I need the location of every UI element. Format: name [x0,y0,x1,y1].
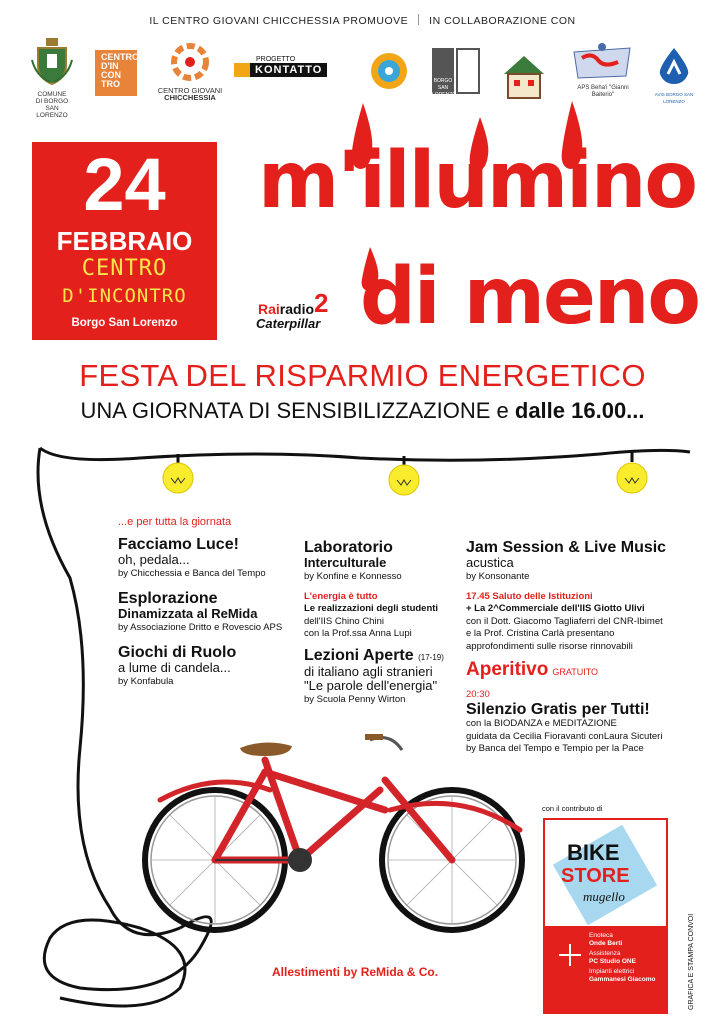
aperitivo-label: Aperitivo [466,659,549,680]
activity-title: Giochi di Ruolo [118,644,237,661]
centro-incontro-logo [95,50,137,96]
comune-logo [30,36,74,119]
banca-tempo-logo [363,44,415,99]
remida-logo [432,48,482,98]
giornata-text: UNA GIORNATA DI SENSIBILIZZAZIONE e [80,398,515,423]
centro-incontro-line-3: CON [101,70,121,80]
store-line-3: mugello [583,889,625,904]
energia-line-2: dell'IIS Chino Chini [304,615,384,627]
giornata-heading [0,398,725,424]
saluto-heading: 17.45 Saluto delle Istituzioni [466,591,593,602]
remida-caption: BORGO SAN LORENZO [432,78,457,98]
saluto-line-2: con il Dott. Giacomo Tagliaferri del CNR-Ibimet [466,615,663,627]
people-circle-icon [155,42,225,82]
map-icon [568,40,638,80]
header-left-text: IL CENTRO GIOVANI CHICCHESSIA PROMUOVE [149,15,409,27]
centro-giovani-logo [155,42,225,101]
activity-sub: Dinamizzata al ReMida [118,606,258,621]
activity-sub: oh, pedala... [118,552,190,567]
lezioni-block [304,647,464,706]
comune-caption-2: DI BORGO [35,98,69,105]
credit-name: PC Studio ONE [589,957,636,965]
silenzio-line-2: guidata da Cecilia Fioravanti conLaura Sicuteri [466,730,663,742]
bike-store-logo [543,818,668,928]
bike-frame [160,760,520,860]
bicycle-illustration [140,720,530,940]
festa-heading: FESTA DEL RISPARMIO ENERGETICO [79,358,646,393]
activity-item [118,536,298,580]
lezioni-by: by Scuola Penny Wirton [304,693,406,705]
energia-block [304,591,464,641]
lab-sub: Interculturale [304,555,387,570]
silenzio-title: Silenzio Gratis per Tutti! [466,701,650,718]
aps-logo [568,40,638,99]
aperitivo-note: GRATUITO [552,667,599,677]
store-line-2: STORE [561,865,630,887]
avis-logo [650,46,698,105]
coat-of-arms-icon [30,36,74,86]
kontatto-text: KONTATTO [250,63,327,77]
activity-by: by Konfabula [118,676,174,687]
venue-line-1: CENTRO [81,256,168,281]
sponsor-credits [543,926,668,1014]
rai-text: Rai [258,301,280,317]
activity-sub: a lume di candela... [118,660,231,675]
title-line-1: m'illumino [258,136,697,226]
centro-incontro-line-4: TRO [101,79,120,89]
radio-number: 2 [314,288,329,318]
jam-by: by Konsonante [466,571,530,582]
radio-text: radio [279,301,315,317]
saddle-icon [240,742,292,756]
kontatto-mark-icon [234,63,250,77]
header-right-text: IN COLLABORAZIONE CON [429,15,576,27]
activity-by: by Chicchessia e Banca del Tempo [118,568,266,579]
saluto-line-4: approfondimenti sulle risorse rinnovabili [466,640,633,652]
header [0,14,725,27]
centro-incontro-line-1: CENTRO [101,52,139,62]
saluto-block [466,591,706,653]
lezioni-line-2: "Le parole dell'energia" [304,677,438,693]
aperitivo [466,659,706,681]
col1-intro: ...e per tutta la giornata [118,516,232,528]
activity-item [118,644,298,688]
comune-caption-1: COMUNE [37,91,67,98]
kontatto-logo [234,56,344,77]
plus-icon [559,944,581,966]
bulb-icon [617,452,647,493]
centro-giovani-caption-2: CHICCHESSIA [164,93,216,102]
lezioni-title: Lezioni Aperte [304,646,414,664]
title-line-2: di meno [360,252,700,342]
credit-name: Gammanesi Giacomo [589,975,656,983]
lab-title: Laboratorio [304,539,393,556]
allestimenti: Allestimenti by ReMida & Co. [272,965,439,979]
credit-role: Assistenza [589,950,621,957]
lezioni-line-1: di italiano agli stranieri [304,663,433,679]
activity-item [118,590,298,634]
header-separator [418,14,419,25]
activity-title: Facciamo Luce! [118,536,239,553]
energia-heading: L'energia è tutto [304,591,378,602]
jam-title: Jam Session & Live Music [466,539,667,556]
avis-drop-icon [650,46,698,86]
credit-role: Enoteca [589,932,613,939]
lab-by: by Konfine e Konnesso [304,571,402,582]
activity-by: by Associazione Dritto e Rovescio APS [118,622,283,633]
energia-bold: Le realizzazioni degli studenti [304,603,439,614]
saluto-bold: + La 2^Commerciale dell'IIS Giotto Ulivi [466,603,645,614]
silenzio-line-3: by Banca del Tempo e Tempio per la Pace [466,743,644,754]
event-month: FEBBRAIO [56,226,193,256]
store-line-1: BIKE [567,840,620,865]
silenzio-time: 20:30 [466,689,490,700]
venue-town: Borgo San Lorenzo [71,317,178,329]
centro-incontro-line-2: D'IN [101,61,119,71]
comune-caption-3: SAN LORENZO [36,105,68,119]
saluto-line-3: e la Prof. Cristina Carlà presentano [466,628,615,639]
giornata-time: dalle 16.00... [514,398,645,423]
kontatto-small: PROGETTO [256,56,296,63]
credit-role: Impianti elettrici [589,968,635,975]
bulb-icon [389,456,419,495]
jam-sub: acustica [466,555,514,570]
banca-tempo-icon [363,44,415,94]
credits-list [589,932,655,983]
contributo-label: con il contributo di [542,804,603,813]
venue-line-2: D'INCONTRO [62,285,187,307]
grafica-credit: GRAFICA E STAMPA CONVOI [688,913,695,1010]
date-box [32,142,217,340]
column-2 [304,539,464,706]
silenzio-line-1: con la BIODANZA e MEDITAZIONE [466,718,617,729]
avis-caption: AVIS BORGO SAN LORENZO [654,92,694,104]
lezioni-time: (17-19) [418,652,444,662]
activity-title: Esplorazione [118,590,218,607]
centro-giovani-caption-1: CENTRO GIOVANI [157,86,223,95]
energia-line-3: con la Prof.ssa Anna Lupi [304,628,412,639]
radio2-logo [258,290,329,316]
bulb-icon [163,454,193,493]
event-day: 24 [83,143,166,226]
column-1 [118,516,298,688]
credit-name: Onde Berti [589,939,623,947]
caterpillar-logo: Caterpillar [256,316,321,331]
aps-caption: APS Beha'i "Gianni Baiterio" [577,85,629,98]
